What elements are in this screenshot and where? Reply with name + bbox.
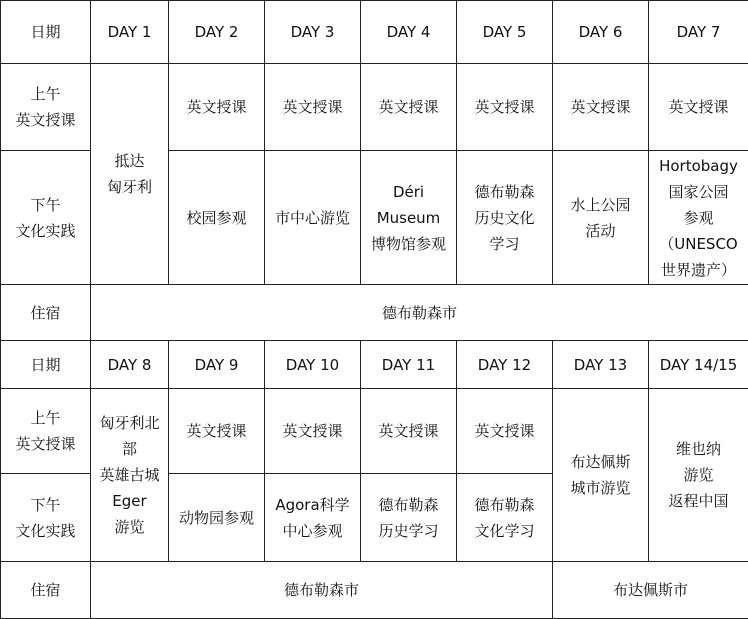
week1-header-row: [1, 1, 748, 64]
day-header: DAY 1: [91, 1, 169, 64]
afternoon-activity: 德布勒森 历史文化 学习: [457, 151, 553, 285]
afternoon-activity: 水上公园 活动: [553, 151, 649, 285]
day-header: DAY 3: [265, 1, 361, 64]
lodging-city: 布达佩斯市: [553, 562, 748, 619]
day-header: DAY 7: [649, 1, 748, 64]
day-header: DAY 11: [361, 341, 457, 389]
morning-activity: 英文授课: [361, 64, 457, 151]
day-header: DAY 12: [457, 341, 553, 389]
date-label: 日期: [1, 1, 91, 64]
day-header: DAY 2: [169, 1, 265, 64]
week2-morning-row: [1, 389, 748, 474]
day-header: DAY 13: [553, 341, 649, 389]
afternoon-activity: 校园参观: [169, 151, 265, 285]
afternoon-label: 下午 文化实践: [1, 151, 91, 285]
day8-activity: 匈牙利北 部 英雄古城 Eger 游览: [91, 389, 169, 562]
morning-activity: 英文授课: [265, 64, 361, 151]
day-header: DAY 4: [361, 1, 457, 64]
morning-activity: 英文授课: [361, 389, 457, 474]
morning-activity: 英文授课: [553, 64, 649, 151]
morning-label: 上午 英文授课: [1, 64, 91, 151]
afternoon-activity: 市中心游览: [265, 151, 361, 285]
day-header: DAY 9: [169, 341, 265, 389]
afternoon-label: 下午 文化实践: [1, 474, 91, 562]
week2-header-row: [1, 341, 748, 389]
lodging-label: 住宿: [1, 285, 91, 341]
week1-morning-row: [1, 64, 748, 151]
day-header: DAY 6: [553, 1, 649, 64]
morning-activity: 英文授课: [169, 64, 265, 151]
afternoon-activity: 德布勒森 历史学习: [361, 474, 457, 562]
morning-label: 上午 英文授课: [1, 389, 91, 474]
lodging-city: 德布勒森市: [91, 562, 553, 619]
day-header: DAY 10: [265, 341, 361, 389]
day14-activity: 维也纳 游览 返程中国: [649, 389, 748, 562]
afternoon-activity: Agora科学 中心参观: [265, 474, 361, 562]
lodging-city: 德布勒森市: [91, 285, 748, 341]
morning-activity: 英文授课: [457, 64, 553, 151]
day-header: DAY 8: [91, 341, 169, 389]
morning-activity: 英文授课: [265, 389, 361, 474]
week2-lodging-row: [1, 562, 748, 619]
day-header: DAY 5: [457, 1, 553, 64]
lodging-label: 住宿: [1, 562, 91, 619]
afternoon-activity: Hortobagy 国家公园 参观 （UNESCO 世界遗产）: [649, 151, 748, 285]
morning-activity: 英文授课: [649, 64, 748, 151]
date-label: 日期: [1, 341, 91, 389]
day1-activity: 抵达 匈牙利: [91, 64, 169, 285]
day-header: DAY 14/15: [649, 341, 748, 389]
morning-activity: 英文授课: [169, 389, 265, 474]
afternoon-activity: Déri Museum 博物馆参观: [361, 151, 457, 285]
day13-activity: 布达佩斯 城市游览: [553, 389, 649, 562]
morning-activity: 英文授课: [457, 389, 553, 474]
afternoon-activity: 动物园参观: [169, 474, 265, 562]
week1-lodging-row: [1, 285, 748, 341]
afternoon-activity: 德布勒森 文化学习: [457, 474, 553, 562]
